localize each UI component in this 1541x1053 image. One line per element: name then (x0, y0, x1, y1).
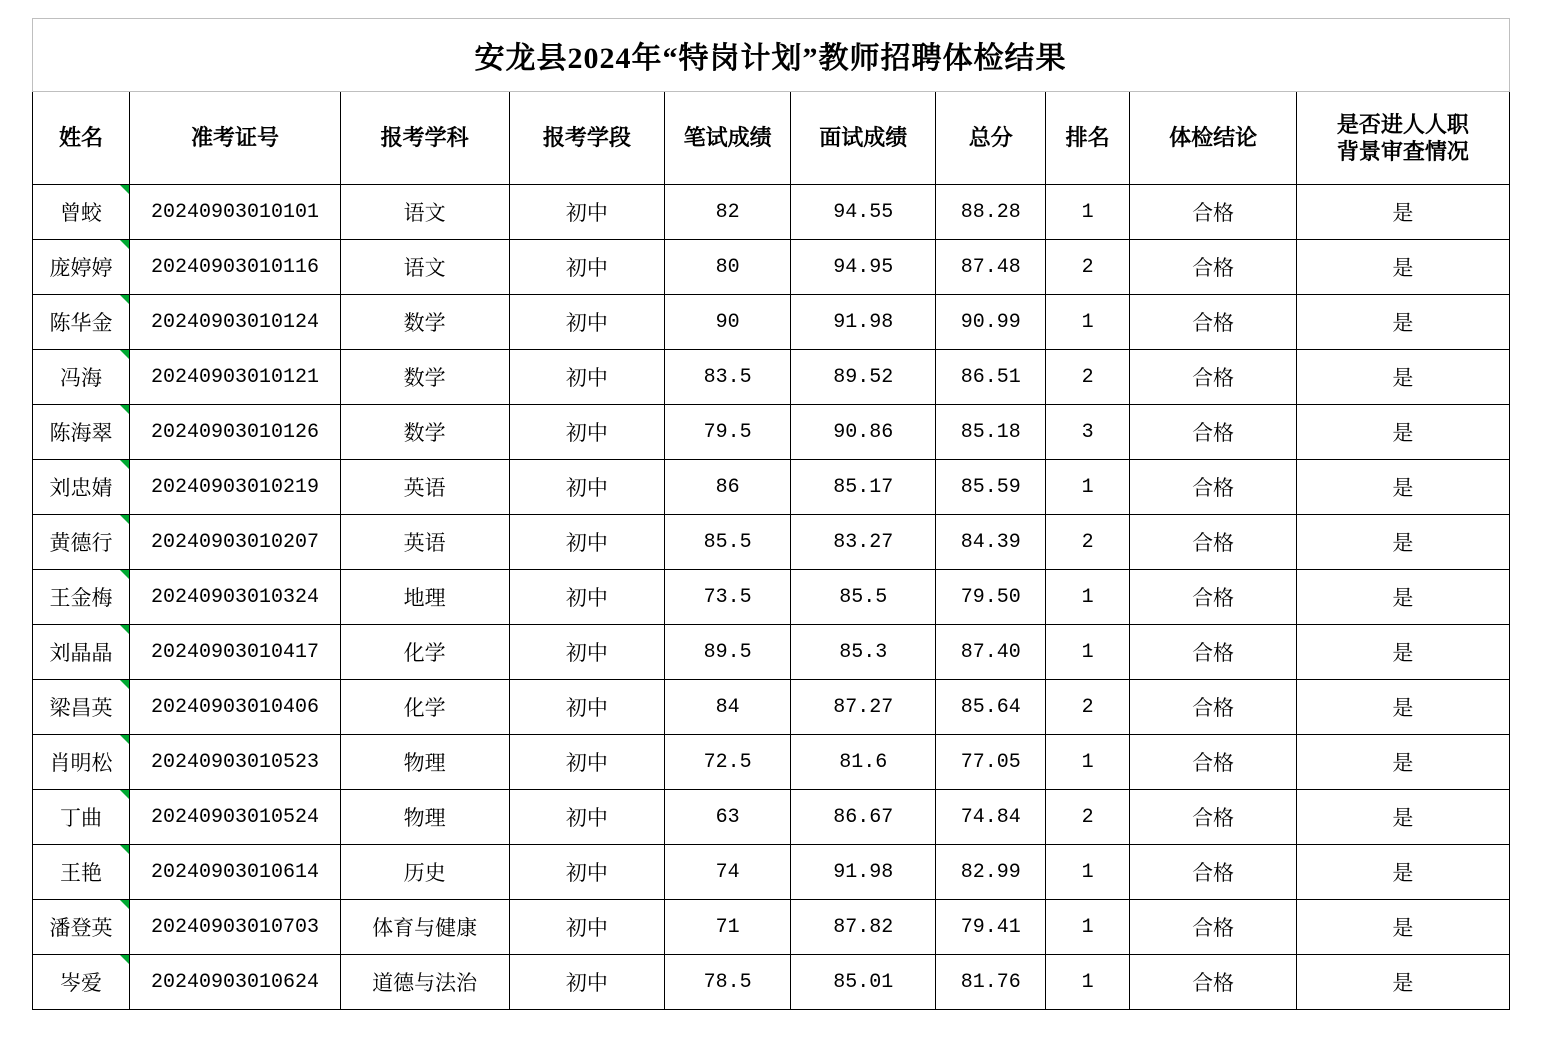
comment-flag-icon (120, 460, 129, 469)
cell-stage: 初中 (509, 790, 664, 845)
cell-admission-id: 20240903010523 (130, 735, 340, 790)
cell-total-score: 85.59 (936, 460, 1046, 515)
cell-background-check: 是 (1297, 845, 1509, 900)
cell-rank: 1 (1046, 295, 1130, 350)
comment-flag-icon (120, 680, 129, 689)
cell-subject: 语文 (340, 240, 509, 295)
column-header-name: 姓名 (32, 92, 130, 185)
cell-rank: 2 (1046, 515, 1130, 570)
cell-medical-conclusion: 合格 (1129, 845, 1296, 900)
cell-rank: 1 (1046, 570, 1130, 625)
cell-written-score: 89.5 (664, 625, 790, 680)
cell-subject: 地理 (340, 570, 509, 625)
column-header-interview-score: 面试成绩 (791, 92, 936, 185)
cell-interview-score: 85.5 (791, 570, 936, 625)
cell-medical-conclusion: 合格 (1129, 955, 1296, 1010)
cell-stage: 初中 (509, 515, 664, 570)
cell-name: 陈海翠 (32, 405, 130, 460)
cell-stage: 初中 (509, 295, 664, 350)
cell-written-score: 82 (664, 185, 790, 240)
cell-rank: 1 (1046, 625, 1130, 680)
cell-rank: 1 (1046, 845, 1130, 900)
cell-rank: 1 (1046, 460, 1130, 515)
cell-medical-conclusion: 合格 (1129, 680, 1296, 735)
cell-medical-conclusion: 合格 (1129, 570, 1296, 625)
cell-written-score: 80 (664, 240, 790, 295)
cell-background-check: 是 (1297, 240, 1509, 295)
cell-name: 潘登英 (32, 900, 130, 955)
cell-interview-score: 90.86 (791, 405, 936, 460)
cell-written-score: 78.5 (664, 955, 790, 1010)
column-header-total-score: 总分 (936, 92, 1046, 185)
cell-rank: 2 (1046, 350, 1130, 405)
cell-admission-id: 20240903010614 (130, 845, 340, 900)
comment-flag-icon (120, 240, 129, 249)
cell-interview-score: 83.27 (791, 515, 936, 570)
cell-background-check: 是 (1297, 570, 1509, 625)
page-title: 安龙县2024年“特岗计划”教师招聘体检结果 (32, 19, 1509, 92)
cell-interview-score: 94.95 (791, 240, 936, 295)
cell-stage: 初中 (509, 570, 664, 625)
table-row (32, 570, 1509, 625)
table-row (32, 845, 1509, 900)
cell-admission-id: 20240903010406 (130, 680, 340, 735)
column-header-background-check-line2: 背景审查情况 (1336, 139, 1469, 164)
cell-total-score: 77.05 (936, 735, 1046, 790)
table-row (32, 515, 1509, 570)
cell-written-score: 63 (664, 790, 790, 845)
cell-medical-conclusion: 合格 (1129, 515, 1296, 570)
medical-results-table (32, 18, 1510, 1010)
cell-written-score: 90 (664, 295, 790, 350)
cell-interview-score: 91.98 (791, 295, 936, 350)
cell-medical-conclusion: 合格 (1129, 460, 1296, 515)
cell-admission-id: 20240903010116 (130, 240, 340, 295)
comment-flag-icon (120, 900, 129, 909)
comment-flag-icon (120, 515, 129, 524)
cell-subject: 数学 (340, 405, 509, 460)
cell-stage: 初中 (509, 405, 664, 460)
comment-flag-icon (120, 570, 129, 579)
cell-interview-score: 91.98 (791, 845, 936, 900)
cell-admission-id: 20240903010207 (130, 515, 340, 570)
cell-subject: 物理 (340, 790, 509, 845)
cell-written-score: 84 (664, 680, 790, 735)
cell-interview-score: 87.82 (791, 900, 936, 955)
cell-total-score: 87.48 (936, 240, 1046, 295)
cell-admission-id: 20240903010101 (130, 185, 340, 240)
cell-interview-score: 89.52 (791, 350, 936, 405)
column-header-background-check-line1: 是否进人人职 (1336, 111, 1469, 137)
cell-medical-conclusion: 合格 (1129, 405, 1296, 460)
comment-flag-icon (120, 845, 129, 854)
cell-written-score: 71 (664, 900, 790, 955)
cell-background-check: 是 (1297, 790, 1509, 845)
cell-admission-id: 20240903010324 (130, 570, 340, 625)
cell-subject: 化学 (340, 625, 509, 680)
comment-flag-icon (120, 790, 129, 799)
cell-written-score: 73.5 (664, 570, 790, 625)
cell-rank: 1 (1046, 185, 1130, 240)
cell-medical-conclusion: 合格 (1129, 295, 1296, 350)
cell-background-check: 是 (1297, 350, 1509, 405)
cell-name: 梁昌英 (32, 680, 130, 735)
cell-total-score: 88.28 (936, 185, 1046, 240)
cell-name: 王金梅 (32, 570, 130, 625)
comment-flag-icon (120, 350, 129, 359)
column-header-written-score: 笔试成绩 (664, 92, 790, 185)
cell-written-score: 83.5 (664, 350, 790, 405)
cell-name: 黄德行 (32, 515, 130, 570)
table-row (32, 790, 1509, 845)
cell-rank: 2 (1046, 790, 1130, 845)
cell-total-score: 81.76 (936, 955, 1046, 1010)
title-row (32, 19, 1509, 92)
cell-admission-id: 20240903010524 (130, 790, 340, 845)
column-header-subject: 报考学科 (340, 92, 509, 185)
cell-subject: 物理 (340, 735, 509, 790)
cell-stage: 初中 (509, 460, 664, 515)
cell-background-check: 是 (1297, 625, 1509, 680)
cell-interview-score: 81.6 (791, 735, 936, 790)
cell-name: 丁曲 (32, 790, 130, 845)
table-row (32, 735, 1509, 790)
cell-stage: 初中 (509, 185, 664, 240)
cell-written-score: 85.5 (664, 515, 790, 570)
cell-interview-score: 86.67 (791, 790, 936, 845)
cell-total-score: 82.99 (936, 845, 1046, 900)
cell-stage: 初中 (509, 625, 664, 680)
cell-subject: 英语 (340, 515, 509, 570)
cell-name: 冯海 (32, 350, 130, 405)
cell-admission-id: 20240903010121 (130, 350, 340, 405)
cell-interview-score: 94.55 (791, 185, 936, 240)
cell-name: 王艳 (32, 845, 130, 900)
cell-total-score: 74.84 (936, 790, 1046, 845)
table-row (32, 460, 1509, 515)
cell-total-score: 90.99 (936, 295, 1046, 350)
cell-name: 刘晶晶 (32, 625, 130, 680)
table-header-row (32, 92, 1509, 185)
table-row (32, 625, 1509, 680)
cell-rank: 2 (1046, 240, 1130, 295)
cell-stage: 初中 (509, 680, 664, 735)
cell-total-score: 85.64 (936, 680, 1046, 735)
cell-admission-id: 20240903010703 (130, 900, 340, 955)
cell-rank: 1 (1046, 955, 1130, 1010)
cell-background-check: 是 (1297, 405, 1509, 460)
cell-written-score: 72.5 (664, 735, 790, 790)
cell-total-score: 79.50 (936, 570, 1046, 625)
cell-written-score: 74 (664, 845, 790, 900)
cell-subject: 英语 (340, 460, 509, 515)
cell-interview-score: 85.17 (791, 460, 936, 515)
cell-total-score: 85.18 (936, 405, 1046, 460)
cell-name: 刘忠婧 (32, 460, 130, 515)
cell-background-check: 是 (1297, 735, 1509, 790)
cell-written-score: 86 (664, 460, 790, 515)
cell-subject: 化学 (340, 680, 509, 735)
cell-medical-conclusion: 合格 (1129, 240, 1296, 295)
cell-medical-conclusion: 合格 (1129, 790, 1296, 845)
cell-name: 庞婷婷 (32, 240, 130, 295)
column-header-background-check (1297, 92, 1509, 185)
cell-medical-conclusion: 合格 (1129, 350, 1296, 405)
column-header-stage: 报考学段 (509, 92, 664, 185)
table-row (32, 185, 1509, 240)
cell-interview-score: 85.01 (791, 955, 936, 1010)
table-row (32, 405, 1509, 460)
cell-subject: 语文 (340, 185, 509, 240)
cell-admission-id: 20240903010219 (130, 460, 340, 515)
cell-interview-score: 87.27 (791, 680, 936, 735)
cell-stage: 初中 (509, 350, 664, 405)
cell-interview-score: 85.3 (791, 625, 936, 680)
table-row (32, 295, 1509, 350)
cell-medical-conclusion: 合格 (1129, 735, 1296, 790)
table-container (32, 0, 1510, 1010)
cell-rank: 2 (1046, 680, 1130, 735)
cell-name: 曾蛟 (32, 185, 130, 240)
comment-flag-icon (120, 185, 129, 194)
cell-medical-conclusion: 合格 (1129, 900, 1296, 955)
cell-background-check: 是 (1297, 460, 1509, 515)
comment-flag-icon (120, 405, 129, 414)
cell-admission-id: 20240903010417 (130, 625, 340, 680)
cell-total-score: 86.51 (936, 350, 1046, 405)
table-row (32, 955, 1509, 1010)
cell-subject: 道德与法治 (340, 955, 509, 1010)
cell-stage: 初中 (509, 240, 664, 295)
table-row (32, 350, 1509, 405)
table-body (32, 185, 1509, 1010)
cell-stage: 初中 (509, 845, 664, 900)
column-header-admission-id: 准考证号 (130, 92, 340, 185)
comment-flag-icon (120, 735, 129, 744)
cell-total-score: 87.40 (936, 625, 1046, 680)
comment-flag-icon (120, 625, 129, 634)
cell-name: 肖明松 (32, 735, 130, 790)
cell-total-score: 79.41 (936, 900, 1046, 955)
cell-written-score: 79.5 (664, 405, 790, 460)
cell-rank: 1 (1046, 900, 1130, 955)
cell-admission-id: 20240903010124 (130, 295, 340, 350)
cell-background-check: 是 (1297, 185, 1509, 240)
cell-name: 陈华金 (32, 295, 130, 350)
cell-stage: 初中 (509, 900, 664, 955)
column-header-rank: 排名 (1046, 92, 1130, 185)
table-row (32, 240, 1509, 295)
cell-subject: 数学 (340, 295, 509, 350)
column-header-medical-conclusion: 体检结论 (1129, 92, 1296, 185)
cell-rank: 3 (1046, 405, 1130, 460)
cell-admission-id: 20240903010624 (130, 955, 340, 1010)
cell-subject: 数学 (340, 350, 509, 405)
cell-background-check: 是 (1297, 955, 1509, 1010)
cell-rank: 1 (1046, 735, 1130, 790)
comment-flag-icon (120, 295, 129, 304)
cell-subject: 体育与健康 (340, 900, 509, 955)
cell-medical-conclusion: 合格 (1129, 185, 1296, 240)
cell-admission-id: 20240903010126 (130, 405, 340, 460)
cell-name: 岑爱 (32, 955, 130, 1010)
cell-total-score: 84.39 (936, 515, 1046, 570)
table-row (32, 900, 1509, 955)
cell-background-check: 是 (1297, 515, 1509, 570)
cell-background-check: 是 (1297, 680, 1509, 735)
cell-background-check: 是 (1297, 295, 1509, 350)
cell-subject: 历史 (340, 845, 509, 900)
comment-flag-icon (120, 955, 129, 964)
cell-stage: 初中 (509, 955, 664, 1010)
table-row (32, 680, 1509, 735)
cell-background-check: 是 (1297, 900, 1509, 955)
cell-medical-conclusion: 合格 (1129, 625, 1296, 680)
cell-stage: 初中 (509, 735, 664, 790)
